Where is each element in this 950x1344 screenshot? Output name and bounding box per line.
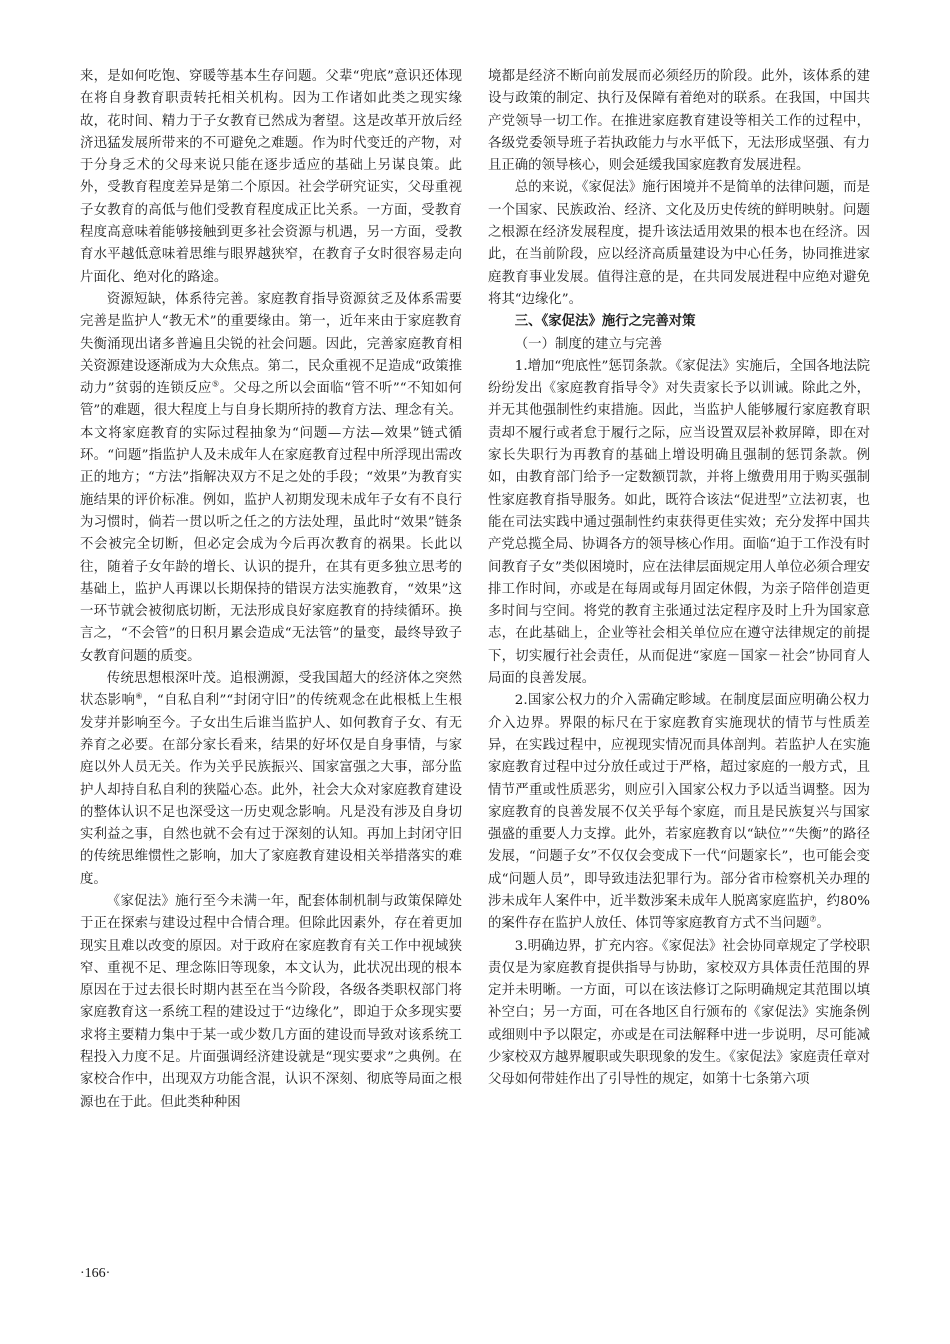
footnote-ref[interactable]: ⑥ [135,691,143,701]
subsection-heading: （一）制度的建立与完善 [514,336,663,352]
paragraph: 总的来说，《家促法》施行困境并不是简单的法律问题，而是一个国家、民族政治、经济、文化及历史传统的鲜明映射。问题之根源在经济发展程度，提升该法适用效果的根本也在经济。因此，在当前阶段，应以经济高质量建设为中心任务，协同推进家庭教育事业发展。值得注意的是，在共同发展进程中应绝对避免将其“边缘化”。 [488,180,870,307]
paragraph-text: 2.国家公权力的介入需确定畛域。在制度层面应明确公权力介入边界。界限的标尺在于家庭教育实施现状的情节与性质差异，在实践过程中，应视现实情况而具体剖判。若监护人在实施家庭教育过程中过分放任或过于严格，超过家庭的一般方式，且情节严重或性质恶劣，则应引入国家公权力予以适当调整。因为家庭教育的良善发展不仅关乎每个家庭，而且是民族复兴与国家强盛的重要人力支撑。此外，若家庭教育以“缺位”“失衡”的路径发展，“问题子女”不仅仅会变成下一代“问题家长”，也可能会变成“问题人员”，即导致违法犯罪行为。部分省市检察机关办理的涉未成年人案件中，近半数涉案未成年人脱离家庭监护，约80%的案件存在监护人放任、体罚等家庭教育方式不当问题 [488,693,870,932]
paragraph: 境都是经济不断向前发展而必须经历的阶段。此外，该体系的建设与政策的制定、执行及保障有着绝对的联系。在我国，中国共产党领导一切工作。在推进家庭教育建设等相关工作的过程中，各级党委领导班子若执政能力与水平低下，无法形成坚强、有力且正确的领导核心，则会延缓我国家庭教育发展进程。 [488,69,870,174]
paragraph: 1.增加“兜底性”惩罚条款。《家促法》实施后，全国各地法院纷纷发出《家庭教育指导令》对失责家长予以训诫。除此之外，并无其他强制性约束措施。因此，当监护人能够履行家庭教育职责却不履行或者怠于履行之际，应当设置双层补救屏障，即在对家长失职行为再教育的基础上增设明确且强制的惩罚条款。例如，由教育部门给予一定数额罚款，并将上缴费用用于购买强制性家庭教育指导服务。如此，既符合该法“促进型”立法初衷，也能在司法实践中通过强制性约束获得更佳实效；充分发挥中国共产党总揽全局、协调各方的领导核心作用。面临“迫于工作没有时间教育子女”类似困境时，应在法律层面规定用人单位必须合理安排工作时间，亦或是在每周或每月固定休假，为亲子陪伴创造更多时间与空间。将党的教育主张通过法定程序及时上升为国家意志，在此基础上，企业等社会相关单位应在遵守法律规定的前提下，切实履行社会责任，从而促进“家庭－国家－社会”协同育人局面的良善发展。 [488,358,870,687]
footnote-ref[interactable]: ⑤ [211,379,220,389]
paragraph-text: ，“自私自利”“封闭守旧”的传统观念在此根柢上生根发芽并影响至今。子女出生后谁当监护人、如何教育子女、有无养育之必要。在部分家长看来，结果的好坏仅是自身事情，与家庭以外人员无关。作为关乎民族振兴、国家富强之大事，部分监护人却持自私自利的狭隘心态。此外，社会大众对家庭教育建设的整体认识不足也深受这一历史观念影响。凡是没有涉及自身切实利益之事，自然也就不会有过于深刻的认知。再加上封闭守旧的传统思维惯性之影响，加大了家庭教育建设相关举措落实的难度。 [80,693,462,887]
paragraph: 来，是如何吃饱、穿暖等基本生存问题。父辈“兜底”意识还体现在将自身教育职责转托相关机构。因为工作诸如此类之现实缘故，花时间、精力于子女教育已然成为奢望。这是改革开放后经济迅猛发展所带来的不可避免之难题。作为时代变迁的产物，对于分身乏术的父母来说只能在逐步适应的基础上另谋良策。此外，受教育程度差异是第二个原因。社会学研究证实，父母重视子女教育的高低与他们受教育程度成正比关系。一方面，受教育程度高意味着能够接触到更多社会资源与机遇，另一方面，受教育水平越低意味着思维与眼界越狭窄，在教育子女时很容易走向片面化、绝对化的路途。 [80,69,462,285]
paragraph: 3.明确边界，扩充内容。《家促法》社会协同章规定了学校职责仅是为家庭教育提供指导与协助，家校双方具体责任范围的界定并未明晰。一方面，可以在该法修订之际明确规定其范围以填补空白；另一方面，可在各地区自行颁布的《家促法》实施条例或细则中予以限定，亦或是在司法解释中进一步说明，尽可能减少家校双方越界履职或失职现象的发生。《家促法》家庭责任章对父母如何带娃作出了引导性的规定，如第十七条第六项 [488,938,870,1088]
paragraph-text: 资源短缺，体系待完善。家庭教育指导资源贫乏及体系需要完善是监护人“教无术”的重要缘由。第一，近年来由于家庭教育失衡涌现出诸多普遍且尖锐的社会问题。因此，完善家庭教育相关资源建设逐渐成为大众焦点。第二，民众重视不足造成“政策推动力”贫弱的连锁反应 [80,291,462,397]
paragraph: 《家促法》施行至今未满一年，配套体制机制与政策保障处于正在探索与建设过程中合情合理。但除此因素外，存在着更加现实且难以改变的原因。对于政府在家庭教育有关工作中视域狭窄、重视不足、理念陈旧等现象，本文认为，此状况出现的根本原因在于过去很长时期内甚至在当今阶段，各级各类职权部门将家庭教育这一系统工程的建设过于“边缘化”，即迫于众多现实要求将主要精力集中于某一或少数几方面的建设而导致对该系统工程投入力度不足。片面强调经济建设就是“现实要求”之典例。在家校合作中，出现双方功能含混，认识不深刻、彻底等局面之根源也在于此。但此类种种困 [80,893,462,1110]
left-column [80,66,462,1114]
paragraph-text: 。 [816,916,830,932]
paragraph [80,668,462,891]
page-number: ·166· [80,1266,111,1281]
footnote-ref[interactable]: ⑦ [809,914,817,924]
paragraph [80,289,462,668]
paragraph-text: 传统思想根深叶茂。追根溯源，受我国超大的经济体之突然状态影响 [80,671,462,709]
right-column [488,66,870,1092]
paragraph-text: 。父母之所以会面临“管不听”“不知如何管”的难题，很大程度上与自身长期所持的教育方法、理念有关。本文将家庭教育的实际过程抽象为“问题—方法—效果”链式循环。“问题”指监护人及未成年人在家庭教育过程中所浮现出需改正的地方；“方法”指解决双方不足之处的手段；“效果”为教育实施结果的评价标准。例如，监护人初期发现未成年子女有不良行为习惯时，倘若一贯以听之任之的方法处理，虽此时“效果”链条不会被完全切断，但必定会成为今后再次教育的祸果。长此以往，随着子女年龄的增长、认识的提升，在其有更多独立思考的基础上，监护人再课以长期保持的错误方法实施教育，“效果”这一环节就会被彻底切断，无法形成良好家庭教育的持续循环。换言之，“不会管”的日积月累会造成“无法管”的量变，最终导致子女教育问题的质变。 [80,381,462,664]
paragraph [488,690,870,935]
section-heading: 三、《家促法》施行之完善对策 [514,314,696,330]
